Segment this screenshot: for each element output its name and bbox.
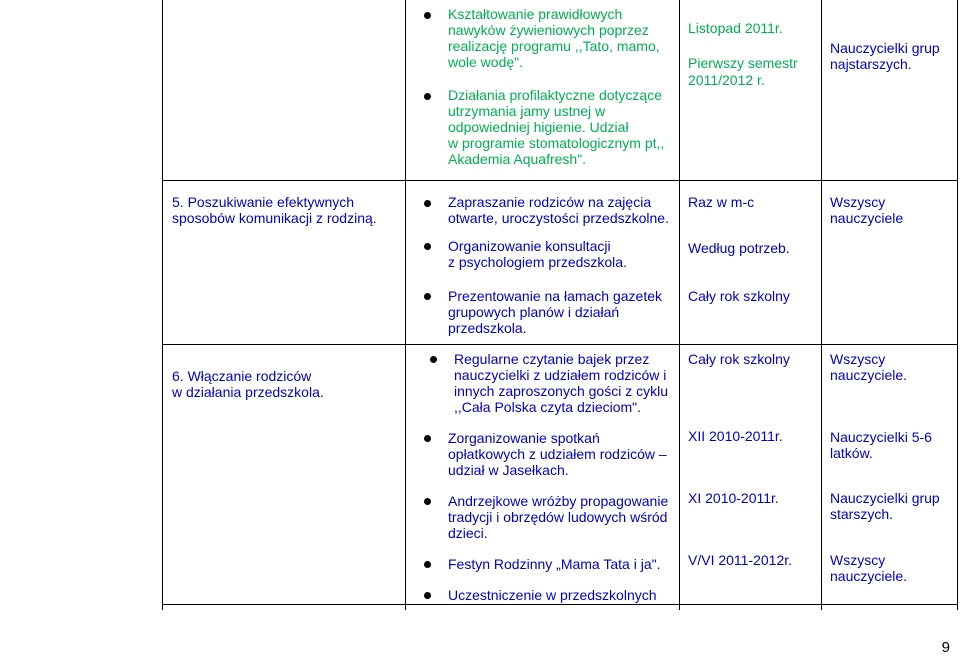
section6-term-2: XII 2010-2011r. xyxy=(688,428,783,444)
table-row-divider-2 xyxy=(162,344,958,345)
table-row-divider-1 xyxy=(162,180,958,181)
section6-responsible-1: Wszyscy nauczyciele. xyxy=(830,351,908,383)
top-responsible: Nauczycielki grup najstarszych. xyxy=(830,40,940,72)
section5-activity-3: Prezentowanie na łamach gazetek grupowych planów i działań przedszkola. xyxy=(448,288,663,336)
bullet-icon xyxy=(424,498,431,505)
table-border-col1 xyxy=(405,0,406,610)
section6-responsible-2: Nauczycielki 5-6 latków. xyxy=(830,429,932,461)
section5-term-3: Cały rok szkolny xyxy=(688,288,790,304)
section5-activity-2: Organizowanie konsultacji z psychologiem przedszkola. xyxy=(448,238,627,270)
bullet-icon xyxy=(424,293,431,300)
activity-dental: Działania profilaktyczne dotyczące utrzymania jamy ustnej w odpowiedniej higienie. Udział w programie stomatologicznym pt,, Akademia Aquafresh". xyxy=(448,87,665,167)
bullet-icon xyxy=(424,435,431,442)
table-border-right xyxy=(957,0,958,610)
table-row-divider-3 xyxy=(162,604,958,605)
section5-activity-1: Zapraszanie rodziców na zajęcia otwarte, uroczystości przedszkolne. xyxy=(448,194,669,226)
bullet-icon xyxy=(424,592,431,599)
section6-term-3: XI 2010-2011r. xyxy=(688,490,779,506)
activity-nutrition: Kształtowanie prawidłowych nawyków żywieniowych poprzez realizację programu ,,Tato, mamo, wole wodę". xyxy=(448,6,660,70)
bullet-icon xyxy=(424,561,431,568)
bullet-icon xyxy=(424,200,431,207)
section5-term-2: Według potrzeb. xyxy=(688,240,790,256)
section6-term-4: V/VI 2011-2012r. xyxy=(688,552,793,568)
bullet-icon xyxy=(424,12,431,19)
section6-title: 6. Włączanie rodziców w działania przedszkola. xyxy=(172,368,324,400)
section6-term-1: Cały rok szkolny xyxy=(688,351,790,367)
bullet-icon xyxy=(430,356,437,363)
section6-activity-2: Zorganizowanie spotkań opłatkowych z udziałem rodziców – udział w Jasełkach. xyxy=(448,430,667,478)
section5-term-1: Raz w m-c xyxy=(688,194,755,210)
table-border-left xyxy=(162,0,163,610)
bullet-icon xyxy=(424,93,431,100)
table-border-col3 xyxy=(821,0,822,610)
section6-responsible-4: Wszyscy nauczyciele. xyxy=(830,552,908,584)
section5-responsible-1: Wszyscy nauczyciele xyxy=(830,194,904,226)
section6-activity-4: Festyn Rodzinny „Mama Tata i ja". xyxy=(448,556,661,572)
page-number: 9 xyxy=(941,639,950,656)
section5-title: 5. Poszukiwanie efektywnych sposobów komunikacji z rodziną. xyxy=(172,194,377,226)
section6-responsible-3: Nauczycielki grup starszych. xyxy=(830,490,940,522)
bullet-icon xyxy=(424,243,431,250)
section6-activity-3: Andrzejkowe wróżby propagowanie tradycji i obrzędów ludowych wśród dzieci. xyxy=(448,493,669,541)
section6-activity-5: Uczestniczenie w przedszkolnych xyxy=(448,587,657,603)
top-term: Listopad 2011r. Pierwszy semestr 2011/2012 r. xyxy=(688,20,798,88)
section6-activity-1: Regularne czytanie bajek przez nauczycielki z udziałem rodziców i innych zaproszonych gości z cyklu ,,Cała Polska czyta dzieciom". xyxy=(454,351,668,415)
